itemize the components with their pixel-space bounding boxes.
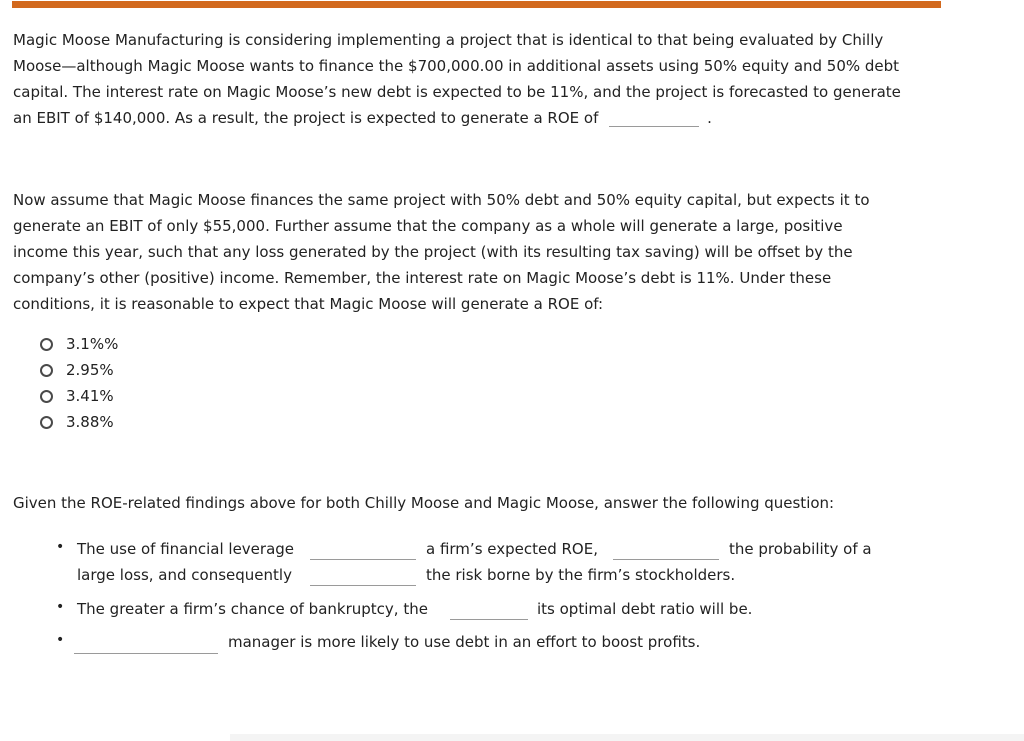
option-4[interactable] bbox=[40, 409, 118, 435]
question-1-line: an EBIT of $140,000. As a result, the project is expected to generate a ROE of bbox=[13, 109, 599, 127]
roe-options bbox=[40, 331, 118, 435]
bullet-3-text: manager is more likely to use debt in an effort to boost profits. bbox=[228, 633, 701, 651]
question-2-line: income this year, such that any loss generated by the project (with its resulting tax saving) will be offset by the bbox=[13, 243, 853, 261]
accent-bar bbox=[12, 1, 941, 8]
option-label: 3.88% bbox=[66, 413, 114, 431]
question-1-line: Magic Moose Manufacturing is considering implementing a project that is identical to that being evaluated by Chilly bbox=[13, 31, 884, 49]
option-2[interactable] bbox=[40, 357, 118, 383]
bullet-1-text: large loss, and consequently bbox=[77, 566, 292, 584]
question-3-intro: Given the ROE-related findings above for both Chilly Moose and Magic Moose, answer the following question: bbox=[13, 494, 835, 512]
question-1-text bbox=[13, 27, 948, 131]
bankruptcy-debt-ratio-dropdown[interactable] bbox=[450, 619, 528, 620]
question-2-line: company’s other (positive) income. Remember, the interest rate on Magic Moose’s debt is 11%. Under these bbox=[13, 269, 832, 287]
question-1-line: capital. The interest rate on Magic Moose’s new debt is expected to be 11%, and the project is forecasted to generate bbox=[13, 83, 901, 101]
question-2-line: Now assume that Magic Moose finances the same project with 50% debt and 50% equity capital, but expects it to bbox=[13, 191, 870, 209]
question-2-line: conditions, it is reasonable to expect that Magic Moose will generate a ROE of: bbox=[13, 295, 604, 313]
bullet-1-text: the probability of a bbox=[729, 540, 872, 558]
bullet-icon: • bbox=[56, 539, 65, 555]
radio-icon[interactable] bbox=[40, 390, 53, 403]
roe-answer-blank[interactable] bbox=[609, 110, 699, 127]
bullet-1-text: a firm’s expected ROE, bbox=[426, 540, 598, 558]
option-3[interactable] bbox=[40, 383, 118, 409]
bullet-2-text: The greater a firm’s chance of bankruptcy, the bbox=[77, 600, 428, 618]
leverage-effect-risk-dropdown[interactable] bbox=[310, 585, 416, 586]
bottom-divider bbox=[230, 734, 1024, 741]
option-label: 3.1%% bbox=[66, 335, 119, 353]
question-1-period: . bbox=[707, 109, 712, 127]
option-label: 3.41% bbox=[66, 387, 114, 405]
radio-icon[interactable] bbox=[40, 364, 53, 377]
radio-icon[interactable] bbox=[40, 338, 53, 351]
radio-icon[interactable] bbox=[40, 416, 53, 429]
bullet-1-text: The use of financial leverage bbox=[77, 540, 295, 558]
manager-type-dropdown[interactable] bbox=[74, 653, 218, 654]
bullet-1-text: the risk borne by the firm’s stockholders. bbox=[426, 566, 736, 584]
question-2-line: generate an EBIT of only $55,000. Further assume that the company as a whole will generate a large, positive bbox=[13, 217, 843, 235]
question-1-line: Moose—although Magic Moose wants to finance the $700,000.00 in additional assets using 50% equity and 50% debt bbox=[13, 57, 900, 75]
bullet-icon: • bbox=[56, 632, 65, 648]
question-2-text bbox=[13, 187, 948, 317]
bullet-2-text: its optimal debt ratio will be. bbox=[537, 600, 753, 618]
leverage-effect-roe-dropdown[interactable] bbox=[310, 559, 416, 560]
option-1[interactable] bbox=[40, 331, 118, 357]
bullet-icon: • bbox=[56, 599, 65, 615]
option-label: 2.95% bbox=[66, 361, 114, 379]
leverage-effect-probability-dropdown[interactable] bbox=[613, 559, 719, 560]
